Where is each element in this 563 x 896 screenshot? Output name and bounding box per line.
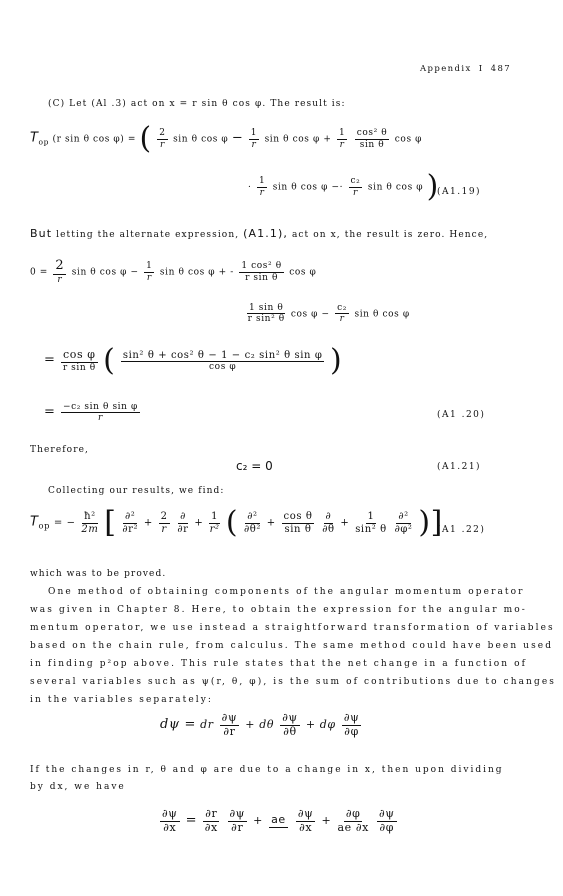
fraction: [296, 808, 316, 834]
denominator: r sin θ: [245, 272, 278, 283]
numerator: ∂: [325, 511, 332, 522]
denominator: r²: [209, 523, 220, 535]
equation-zero-line1: [30, 259, 316, 285]
numerator: ∂²: [125, 511, 136, 522]
fraction: [220, 712, 240, 738]
denominator: r: [259, 187, 265, 198]
denominator: ∂x: [163, 820, 177, 834]
header-page-number: 487: [490, 64, 512, 74]
but-rest: letting the alternate expression,: [56, 230, 240, 240]
header-section: Appendix: [420, 64, 472, 74]
fraction: [239, 261, 283, 283]
numerator: ∂: [180, 511, 186, 522]
fraction: [349, 176, 363, 198]
open-paren: (: [103, 343, 116, 378]
numerator: ∂²: [247, 511, 258, 522]
numerator: 2: [159, 128, 166, 139]
denominator: ∂r: [177, 523, 189, 535]
numerator: ∂φ: [345, 807, 361, 820]
but-tail: act on x, the result is zero. Hence,: [291, 230, 489, 240]
denominator: ∂φ: [344, 724, 359, 738]
denominator: ae ∂x: [337, 820, 369, 834]
term-text: cos φ: [394, 134, 423, 145]
denominator: 2m: [81, 523, 99, 535]
fraction: [247, 303, 285, 325]
numerator: ∂ψ: [343, 711, 360, 724]
open-paren: (: [139, 121, 152, 156]
equals-sign: =: [44, 352, 56, 368]
paragraph-line: was given in Chapter 8. Here, to obtain the expression for the angular mo-: [30, 605, 527, 615]
numerator: ∂r: [205, 807, 218, 820]
numerator: 1 cos² θ: [241, 261, 282, 272]
term-text: sin θ cos φ: [367, 182, 424, 193]
denominator: ∂θ: [322, 523, 335, 535]
fraction: [244, 511, 261, 535]
numerator: 1: [211, 511, 219, 522]
denominator: ∂φ: [379, 820, 395, 834]
fraction: [342, 712, 362, 738]
fraction: [282, 511, 315, 535]
numerator: 2: [55, 258, 65, 273]
differential: dr: [200, 718, 214, 732]
numerator: ∂²: [398, 511, 409, 522]
changes-line2: by dx, we have: [30, 782, 126, 792]
fraction: [121, 350, 325, 373]
body-paragraph: [30, 583, 556, 709]
denominator: r: [146, 272, 152, 283]
close-paren: ): [426, 169, 439, 204]
numerator: ∂ψ: [379, 807, 395, 820]
equation-dpsi: [160, 712, 363, 738]
paragraph-line: based on the chain rule, from calculus. The same method could have been used: [30, 641, 554, 651]
paragraph-line: mentum operator, we use instead a straightforward transformation of variables: [30, 623, 555, 633]
fraction: [337, 128, 347, 150]
fraction: [144, 261, 154, 283]
fraction: [355, 128, 390, 150]
fraction: [228, 808, 248, 834]
equation-zero-line2: [245, 303, 410, 325]
lhs-argument: (r sin θ cos φ) =: [52, 134, 137, 145]
denominator: sin θ: [284, 523, 312, 535]
open-paren: (: [225, 505, 239, 540]
term-text: cos φ −: [290, 309, 330, 320]
numerator: c₂: [337, 303, 348, 313]
term-text: sin θ cos φ: [173, 134, 229, 145]
close-paren: ): [329, 343, 343, 378]
term-text: sin θ cos φ: [354, 309, 410, 320]
plus-sign: +: [143, 517, 153, 529]
plus-sign: +: [266, 517, 276, 529]
header-separator: I: [478, 64, 484, 74]
proved-line: which was to be proved.: [30, 569, 167, 579]
numerator: −c₂ sin θ sin φ: [62, 402, 138, 412]
denominator: ∂θ: [283, 724, 297, 738]
numerator: ∂ψ: [229, 807, 246, 820]
collecting-line: Collecting our results, we find:: [48, 486, 225, 496]
denominator: ∂r: [223, 724, 236, 738]
plus-sign: +: [340, 517, 350, 529]
numerator: sin² θ + cos² θ − 1 − c₂ sin² θ sin φ: [122, 349, 323, 361]
numerator: cos φ: [62, 348, 96, 362]
paragraph-line: in the variables separately:: [30, 695, 214, 705]
paragraph-line: in finding p²op above. This rule states that the net change in a function of: [30, 659, 528, 669]
numerator: ∂ψ: [297, 807, 314, 820]
numerator: ħ²: [84, 511, 96, 522]
fraction: [209, 511, 220, 535]
intro-line: (C) Let (Al .3) act on x = r sin θ cos φ. The result is:: [48, 99, 346, 109]
close-bracket: ]: [430, 505, 443, 540]
fraction: [249, 128, 259, 150]
close-paren: ): [418, 505, 431, 540]
paragraph-line: One method of obtaining components of the angular momentum operator: [48, 587, 525, 597]
t-op-subscript: op: [38, 520, 51, 531]
equation-number-a1-20: (A1 .20): [437, 410, 486, 420]
equation-a1-19-line1: [30, 121, 423, 156]
denominator: cos φ: [209, 362, 237, 373]
plus-sign: +: [194, 517, 204, 529]
fraction: [203, 808, 219, 834]
dpsi-lhs: dψ =: [160, 717, 196, 733]
fraction: [160, 808, 180, 834]
equation-number-a1-19: (A1.19): [437, 187, 482, 197]
fraction: [157, 128, 167, 150]
fraction: [335, 303, 349, 325]
denominator: r: [251, 139, 257, 150]
term-text: sin θ cos φ +: [264, 134, 332, 145]
equation-a1-20: [44, 402, 142, 424]
running-header: [420, 64, 511, 74]
t-op-symbol: T: [30, 514, 39, 530]
denominator: r: [57, 274, 63, 285]
denominator: ∂r²: [122, 523, 139, 535]
denominator: r sin θ: [62, 362, 96, 373]
equation-a1-19-line2: [248, 169, 439, 204]
denominator: ∂x: [204, 820, 218, 834]
numerator: ∂ψ: [162, 807, 178, 820]
denominator: sin θ: [359, 139, 385, 150]
t-op-subscript: op: [38, 137, 50, 147]
numerator: 1: [146, 261, 153, 272]
plus-sign: +: [245, 718, 256, 732]
equation-number-a1-22: (A1 .22): [437, 525, 486, 535]
denominator: r: [161, 523, 167, 535]
but-line: [30, 227, 488, 240]
dot-sign: ·: [248, 182, 252, 193]
numerator: ae: [271, 813, 286, 827]
equation-mid: [44, 343, 343, 378]
fraction: [61, 402, 140, 424]
denominator: ∂r: [231, 820, 244, 834]
fraction: [177, 511, 188, 535]
fraction: [280, 712, 300, 738]
denominator: r: [159, 139, 165, 150]
equation-ref: (A1.1),: [243, 227, 288, 240]
fraction: [61, 349, 98, 373]
numerator: cos² θ: [356, 128, 388, 139]
equation-chain-rule: [158, 808, 399, 834]
paragraph-line: several variables such as ψ(r, θ, φ), is the sum of contributions due to changes: [30, 677, 556, 687]
numerator: ∂ψ: [282, 711, 298, 724]
numerator: c₂: [350, 176, 361, 187]
fraction: [322, 511, 334, 535]
equation-a1-22: [30, 505, 443, 540]
therefore-line: Therefore,: [30, 445, 89, 455]
fraction: [377, 808, 397, 834]
denominator: sin² θ: [355, 523, 387, 535]
minus-sign: −: [231, 130, 244, 146]
zero-lead: 0 =: [30, 267, 48, 278]
fraction: [337, 808, 368, 834]
denominator: ∂θ²: [243, 523, 261, 535]
changes-line1: If the changes in r, θ and φ are due to a change in x, then upon dividing: [30, 765, 504, 775]
numerator: ∂ψ: [221, 711, 238, 724]
term-text: sin θ cos φ −: [71, 267, 139, 278]
equals-sign: =: [44, 404, 56, 420]
denominator: ∂φ²: [394, 523, 413, 535]
equals-sign: =: [185, 813, 198, 829]
but-word: But: [30, 227, 53, 240]
fraction: [257, 176, 267, 198]
numerator: 1: [250, 128, 258, 139]
fraction: [53, 259, 66, 285]
fraction: [122, 511, 138, 535]
fraction: [81, 511, 98, 535]
denominator: ∂x: [299, 820, 313, 834]
denominator: r: [353, 187, 358, 198]
fraction: [269, 814, 288, 828]
numerator: 1: [338, 128, 346, 139]
numerator: 1 sin θ: [249, 303, 284, 313]
plus-sign: +: [321, 814, 332, 828]
denominator: r: [339, 139, 345, 150]
numerator: 2: [160, 511, 168, 522]
numerator: cos θ: [283, 511, 313, 522]
term-text: cos φ: [289, 267, 317, 278]
equation-a1-21: c₂ = 0: [236, 459, 273, 473]
open-bracket: [: [104, 505, 117, 540]
denominator: r: [97, 413, 103, 424]
differential: dφ: [319, 718, 336, 732]
plus-sign: +: [253, 814, 263, 828]
numerator: 1: [258, 176, 266, 187]
term-text: sin θ cos φ + -: [159, 267, 234, 278]
t-op-symbol: T: [30, 130, 39, 146]
denominator: r sin² θ: [247, 314, 285, 325]
fraction: [159, 511, 170, 535]
plus-sign: +: [305, 718, 316, 732]
fraction: [355, 511, 387, 535]
differential: dθ: [259, 718, 275, 732]
term-text: sin θ cos φ −·: [272, 182, 344, 193]
equation-number-a1-21: (A1.21): [437, 462, 482, 472]
equals-minus: = −: [53, 517, 76, 529]
fraction: [395, 511, 413, 535]
numerator: 1: [367, 511, 375, 522]
denominator: r: [339, 314, 345, 325]
